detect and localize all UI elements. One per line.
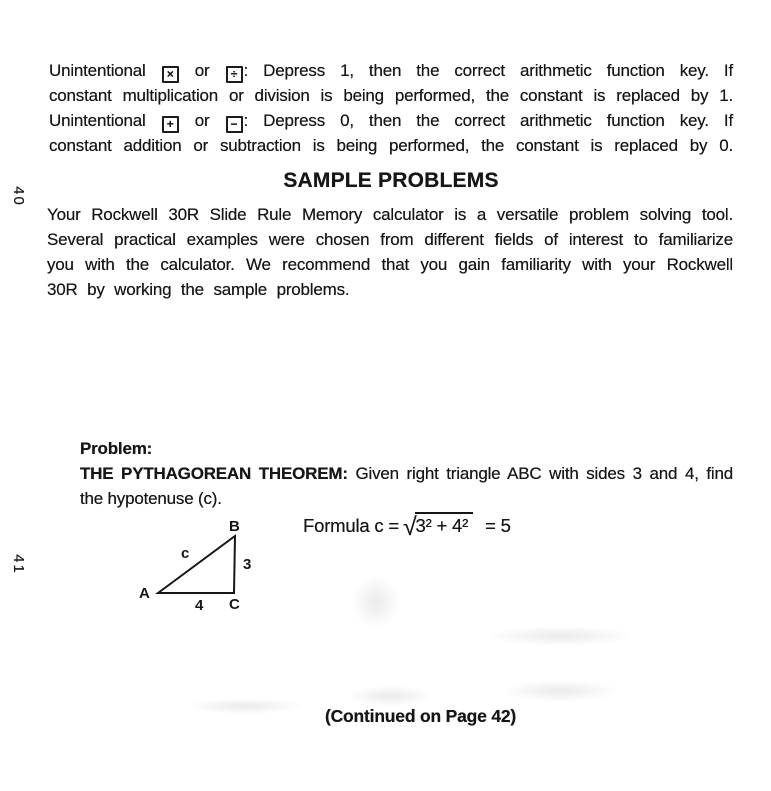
text-line [49,58,733,83]
triangle-outline [158,536,235,593]
note-or: or [194,111,210,130]
triangle-diagram [125,505,285,617]
horizontal-side-label: 4 [195,597,204,614]
continued-footer: (Continued on Page 42) [324,706,517,726]
text-line: 30R by working the sample problems. [47,280,350,299]
scan-noise [352,576,400,628]
note-prefix: Unintentional [49,61,146,80]
formula-result: = 5 [485,515,511,536]
page-number-label: 41 [9,554,27,575]
scan-noise [348,686,433,706]
text-line: constant multiplication or division is being performed, the constant is replaced by 1. [49,86,733,105]
page-number-label: 40 [9,186,27,207]
plus-key-icon: + [162,116,179,133]
vertical-side-label: 3 [243,556,252,573]
text-line [49,108,733,133]
problem-block [80,436,733,511]
vertex-b-label: B [229,518,240,535]
margin-page-number-40 [8,188,38,224]
formula-lead: Formula c = [303,515,399,536]
hypotenuse-label: c [181,545,190,562]
text-line: you with the calculator. We recommend that you gain familiarity with your Rockwell [47,255,733,274]
section-heading: SAMPLE PROBLEMS [283,169,499,192]
note-rest: : Depress 0, then the correct arithmetic function key. If [243,111,733,130]
intro-paragraph [47,202,733,302]
problem-label: Problem: [80,439,153,458]
note-unintentional-mul-div [49,58,733,108]
problem-statement-continued: the hypotenuse (c). [80,489,222,508]
problem-title: THE PYTHAGOREAN THEOREM: [80,464,348,483]
formula-line [303,512,511,541]
margin-page-number-41 [8,556,38,592]
note-rest: : Depress 1, then the correct arithmetic function key. If [243,61,733,80]
text-line: constant addition or subtraction is being performed, the constant is replaced by 0. [49,136,733,155]
text-line: Several practical examples were chosen from different fields of interest to familiarize [47,230,733,249]
note-prefix: Unintentional [49,111,146,130]
vertex-c-label: C [229,596,240,613]
text-line: Your Rockwell 30R Slide Rule Memory calculator is a versatile problem solving tool. [47,205,733,224]
divide-key-icon: ÷ [226,66,243,83]
problem-statement: Given right triangle ABC with sides 3 and 4, find [355,464,733,483]
scan-noise [488,626,633,646]
minus-key-icon: − [226,116,243,133]
radicand: 3² + 4² [415,512,474,536]
note-or: or [194,61,210,80]
multiply-key-icon: × [162,66,179,83]
vertex-a-label: A [139,585,150,602]
radical-sign: √ [402,513,417,541]
scan-noise [503,680,618,702]
problem-statement-line [80,461,733,486]
note-unintentional-add-sub [49,108,733,158]
